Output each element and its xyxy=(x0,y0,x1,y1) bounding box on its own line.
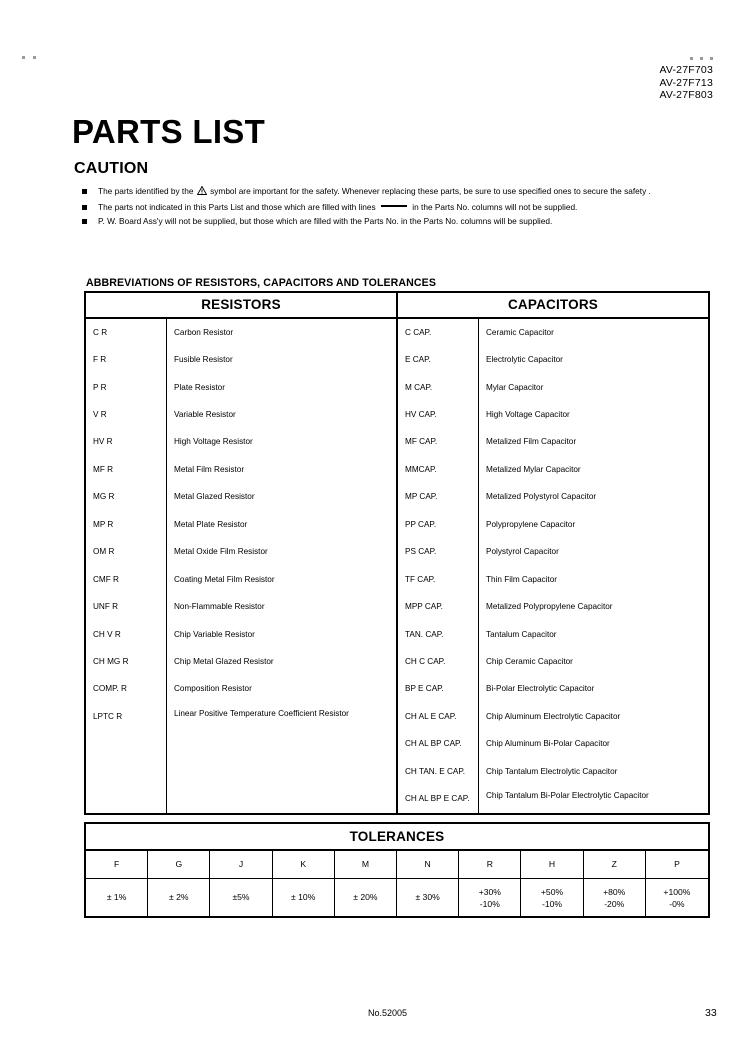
bullet-square-icon xyxy=(82,189,87,194)
capacitor-code-cell: C CAP. xyxy=(405,327,432,337)
capacitor-description-cell: Polystyrol Capacitor xyxy=(486,547,559,557)
resistor-code-cell: LPTC R xyxy=(93,711,123,721)
line-fill-icon xyxy=(381,205,407,207)
tolerance-code-cell: F xyxy=(86,851,148,878)
capacitor-description-cell: Chip Tantalum Bi-Polar Electrolytic Capacitor xyxy=(486,791,649,801)
tolerance-value-cell xyxy=(646,879,708,916)
caution-bullet-1-text-before: The parts identified by the xyxy=(98,186,194,196)
capacitors-column-header: CAPACITORS xyxy=(507,297,598,312)
resistor-code-cell: V R xyxy=(93,410,107,420)
capacitor-code-cell: E CAP. xyxy=(405,355,431,365)
resistor-description-cell: Linear Positive Temperature Coefficient Resistor xyxy=(174,709,349,719)
tolerance-value-cell xyxy=(148,879,210,916)
tolerance-code-cell: G xyxy=(148,851,210,878)
tolerances-title: TOLERANCES xyxy=(86,824,708,851)
tolerance-value-row xyxy=(86,879,708,916)
capacitor-description-column xyxy=(479,319,708,813)
tolerance-value-cell xyxy=(459,879,521,916)
resistor-description-cell: Chip Metal Glazed Resistor xyxy=(174,656,274,666)
tolerance-code-cell: K xyxy=(273,851,335,878)
capacitor-code-cell: MP CAP. xyxy=(405,492,438,502)
scan-artifact xyxy=(700,57,703,60)
resistor-code-cell: HV R xyxy=(93,437,113,447)
abbreviations-body xyxy=(86,319,708,813)
caution-heading: CAUTION xyxy=(74,160,149,177)
caution-bullet-1-text-after: symbol are important for the safety. Whenever replacing these parts, be sure to use specified ones to secure the safety . xyxy=(210,186,651,196)
capacitor-description-cell: Bi-Polar Electrolytic Capacitor xyxy=(486,684,595,694)
capacitors-section xyxy=(398,319,708,813)
tolerance-code-cell: M xyxy=(335,851,397,878)
tolerance-value-cell xyxy=(521,879,583,916)
abbreviations-header-row xyxy=(86,293,708,319)
model-number: AV-27F713 xyxy=(659,76,713,89)
page-title: PARTS LIST xyxy=(72,113,266,150)
capacitor-code-cell: TAN. CAP. xyxy=(405,629,444,639)
resistor-code-column xyxy=(86,319,167,813)
empty-cell xyxy=(86,785,166,812)
resistor-description-cell: High Voltage Resistor xyxy=(174,437,253,447)
resistor-description-cell: Variable Resistor xyxy=(174,410,236,420)
tolerance-value-upper: ±5% xyxy=(232,892,250,902)
capacitor-code-cell: PS CAP. xyxy=(405,547,437,557)
capacitor-description-cell: Metalized Mylar Capacitor xyxy=(486,464,581,474)
tolerance-value-cell xyxy=(335,879,397,916)
capacitor-code-cell: CH AL E CAP. xyxy=(405,711,457,721)
tolerance-value-upper: +50% xyxy=(540,886,564,897)
capacitor-description-cell: Chip Ceramic Capacitor xyxy=(486,656,573,666)
capacitor-description-cell: Ceramic Capacitor xyxy=(486,327,554,337)
caution-bullet-list xyxy=(82,186,722,232)
model-number: AV-27F703 xyxy=(659,64,713,76)
capacitor-description-cell: Thin Film Capacitor xyxy=(486,574,557,584)
tolerance-code-cell: J xyxy=(210,851,272,878)
resistor-code-cell: MG R xyxy=(93,492,115,502)
capacitor-code-cell: MPP CAP. xyxy=(405,602,443,612)
capacitor-code-cell: CH C CAP. xyxy=(405,656,446,666)
capacitor-code-column xyxy=(398,319,479,813)
scan-artifact xyxy=(710,57,713,60)
model-number-list xyxy=(659,64,713,102)
abbreviations-table xyxy=(84,291,710,815)
tolerance-code-cell: R xyxy=(459,851,521,878)
caution-bullet-1 xyxy=(82,186,722,198)
resistor-description-cell: Non-Flammable Resistor xyxy=(174,602,265,612)
tolerance-code-cell: H xyxy=(521,851,583,878)
footer-page-number: 33 xyxy=(705,1007,717,1019)
resistor-description-column xyxy=(167,319,396,813)
resistor-code-cell: C R xyxy=(93,327,108,337)
tolerance-value-upper: +30% xyxy=(478,886,501,897)
tolerance-value-lower: -0% xyxy=(669,898,685,909)
empty-cell xyxy=(86,731,166,758)
tolerance-value-lower: -20% xyxy=(604,898,625,909)
capacitor-description-cell: Chip Aluminum Electrolytic Capacitor xyxy=(486,711,621,721)
resistor-code-cell: MF R xyxy=(93,464,114,474)
scan-artifact xyxy=(22,56,25,59)
capacitor-code-cell: CH AL BP E CAP. xyxy=(405,794,470,804)
tolerance-value-cell xyxy=(273,879,335,916)
resistor-description-cell: Fusible Resistor xyxy=(174,355,233,365)
capacitor-description-cell: High Voltage Capacitor xyxy=(486,410,570,420)
resistor-code-cell: MP R xyxy=(93,519,114,529)
tolerance-code-cell: Z xyxy=(584,851,646,878)
caution-bullet-3 xyxy=(82,216,722,228)
tolerance-value-upper: ± 2% xyxy=(169,892,189,902)
tolerance-value-cell xyxy=(86,879,148,916)
resistor-description-cell: Plate Resistor xyxy=(174,382,225,392)
tolerance-value-cell xyxy=(210,879,272,916)
resistor-code-cell: OM R xyxy=(93,547,115,557)
capacitor-description-cell: Polypropylene Capacitor xyxy=(486,519,576,529)
warning-triangle-icon xyxy=(197,186,207,195)
capacitor-code-cell: MMCAP. xyxy=(405,464,437,474)
tolerance-value-cell xyxy=(584,879,646,916)
tolerance-value-upper: ± 20% xyxy=(353,892,378,902)
capacitor-description-cell: Tantalum Capacitor xyxy=(486,629,557,639)
model-number: AV-27F803 xyxy=(659,89,713,102)
footer-document-number: No.52005 xyxy=(368,1008,408,1018)
scan-artifact xyxy=(33,56,36,59)
tolerance-value-lower: -10% xyxy=(541,898,563,909)
capacitor-code-cell: CH TAN. E CAP. xyxy=(405,766,466,776)
capacitor-code-cell: M CAP. xyxy=(405,382,433,392)
section-heading: ABBREVIATIONS OF RESISTORS, CAPACITORS AND TOLERANCES xyxy=(86,277,437,289)
resistors-section xyxy=(86,319,398,813)
empty-cell xyxy=(86,758,166,785)
capacitor-description-cell: Mylar Capacitor xyxy=(486,382,544,392)
resistor-code-cell: UNF R xyxy=(93,602,119,612)
tolerance-code-row xyxy=(86,851,708,879)
empty-cell xyxy=(167,785,396,812)
tolerance-value-upper: ± 30% xyxy=(415,892,440,902)
caution-bullet-2 xyxy=(82,202,722,214)
resistor-description-cell: Metal Glazed Resistor xyxy=(174,492,255,502)
resistors-column-header: RESISTORS xyxy=(86,293,398,317)
tolerance-code-cell: P xyxy=(674,859,680,869)
tolerance-value-upper: +80% xyxy=(603,886,626,897)
resistor-code-cell: CMF R xyxy=(93,574,119,584)
resistor-code-cell: CH MG R xyxy=(93,656,129,666)
resistor-code-cell: F R xyxy=(93,355,107,365)
resistor-description-cell: Coating Metal Film Resistor xyxy=(174,574,275,584)
capacitor-description-cell: Metalized Polypropylene Capacitor xyxy=(486,602,613,612)
capacitor-code-cell: CH AL BP CAP. xyxy=(405,739,462,749)
resistor-description-cell: Metal Film Resistor xyxy=(174,464,245,474)
capacitor-description-cell: Metalized Polystyrol Capacitor xyxy=(486,492,597,502)
resistor-description-cell: Carbon Resistor xyxy=(174,327,234,337)
tolerance-code-cell: N xyxy=(397,851,459,878)
bullet-square-icon xyxy=(82,205,87,210)
resistor-description-cell: Metal Oxide Film Resistor xyxy=(174,547,268,557)
resistor-code-cell: COMP. R xyxy=(93,684,127,694)
caution-bullet-3-text: P. W. Board Ass'y will not be supplied, but those which are filled with the Parts No. in the Parts No. columns will be supplied. xyxy=(98,216,553,227)
bullet-square-icon xyxy=(82,219,87,224)
capacitor-code-cell: HV CAP. xyxy=(405,410,437,420)
capacitor-description-cell: Chip Tantalum Electrolytic Capacitor xyxy=(486,766,618,776)
resistor-description-cell: Composition Resistor xyxy=(174,684,252,694)
capacitor-description-cell: Chip Aluminum Bi-Polar Capacitor xyxy=(486,739,610,749)
scan-artifact xyxy=(690,57,693,60)
resistor-code-cell: CH V R xyxy=(93,629,121,639)
resistor-description-cell: Metal Plate Resistor xyxy=(174,519,248,529)
capacitor-code-cell: PP CAP. xyxy=(405,519,437,529)
capacitor-code-cell: TF CAP. xyxy=(405,574,436,584)
resistor-code-cell: P R xyxy=(93,382,107,392)
capacitor-code-cell: BP E CAP. xyxy=(405,684,444,694)
empty-cell xyxy=(167,731,396,758)
capacitor-description-cell: Electrolytic Capacitor xyxy=(486,355,563,365)
tolerance-value-cell xyxy=(397,879,459,916)
tolerance-value-upper: ± 10% xyxy=(291,892,316,902)
tolerance-value-lower: -10% xyxy=(479,898,500,909)
capacitor-description-cell: Metalized Film Capacitor xyxy=(486,437,577,447)
resistor-description-cell: Chip Variable Resistor xyxy=(174,629,255,639)
caution-bullet-2-text-after: in the Parts No. columns will not be supplied. xyxy=(412,201,578,212)
caution-bullet-2-text-before: The parts not indicated in this Parts List and those which are filled with lines xyxy=(98,201,376,212)
capacitor-code-cell: MF CAP. xyxy=(405,437,438,447)
tolerance-value-upper: +100% xyxy=(663,886,691,897)
tolerances-table xyxy=(84,822,710,918)
empty-cell xyxy=(167,758,396,785)
tolerance-value-upper: ± 1% xyxy=(106,892,127,902)
